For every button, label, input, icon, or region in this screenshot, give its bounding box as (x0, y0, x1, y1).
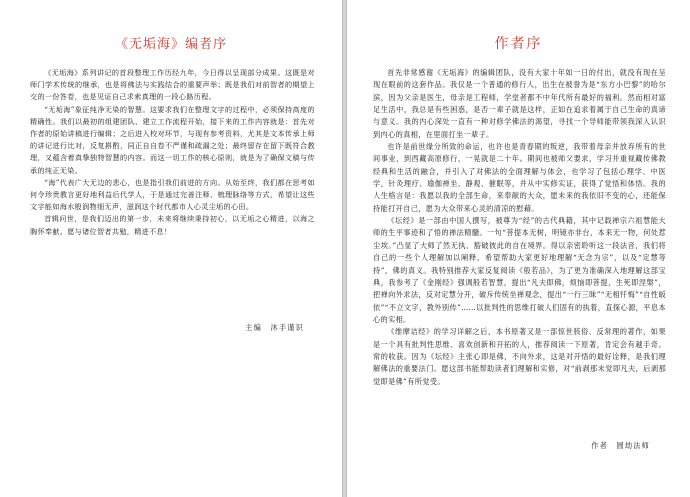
editor-preface-paragraph: “海”代表广大无边的悲心，也是指引我们前进的方向。从始至终，我们都在思考如何令珍贵教言更好地利益后代学人，于是通过完善注释、梳理脉络等方式，希望让这些文字能如海水般润物细无声，滋润这个时代都市人心灵尘垢的心田。 (30, 177, 315, 212)
editor-preface-page (0, 0, 343, 497)
author-preface-paragraph: 首先非常感谢《无垢海》的编辑团队，没有大家十年如一日的付出，就没有现在呈现在眼前的这套作品。我仅是一个普通的修行人，出生在被誉为是“东方小巴黎”的哈尔滨，因为父亲是医生，母亲是工程师，学堂者都不中年代所有最好的福利。然而相对富足生活中，我总是有些困惑，是否一辈子就是这样，正如在追求着属于自己生命的真谛与意义。我的内心深处一直有一种对修学佛法的渴望，寻找一个导师能带领我深入认识到内心的真相，在里面打坐一辈子。 (373, 68, 666, 139)
author-preface-paragraph: 《维摩诘经》的学习详解之后，本书原著又是一部惊世骇俗、反常理的著作，如果是一个具有批判性思维、喜欢创新和开拓的人，推荐阅读一下原著，肯定会有越手奇。常的收获。因为《坛经》主张心即是佛，不向外求，这是对开悟的最好诠释，是我们理解佛法的重要法门。愿这部书能帮助读者们理解和实修，对“前剥那未觉即凡夫，后剥那觉即是佛”有所觉受。 (373, 327, 666, 386)
author-preface-paragraph: 也许是前世缘分所致的命运，也许也是青春期的叛逆，我带着母亲并放弃所有的世间事业，到西藏高原修行，一晃就是二十年。期间也被师父要求，学习并重视藏传佛教经典和生活的融合，并引入了对佛法的全面理解与体会，也学习了包括心理学、中医学，针灸理疗、瑜伽禅坐、静观、催眠等，并从中实修实证，获得了觉悟和体悟。我的人生格言是：我愿以我的全部生命，来奉献的大众，愿未来的我依旧不变的心，还能保持能打开自己，愿为大众带来心灵的清凉的慰藉。 (373, 142, 666, 213)
editor-preface-paragraph: 《无垢海》系列讲记的首段整理工作历经九年，今日得以呈现部分成果。这既是对师门学术传统的继承，也是将佛法与实践结合的重要声举；既是我们对前智者的期望上交的一份答卷，也是见证自己求索真理的一段心路历程。 (30, 68, 315, 102)
author-signature: 作者 圆劫法师 (591, 441, 650, 450)
editor-preface-paragraph: “无垢海”象征纯净无染的智慧。这要求我们在整理文字的过程中，必须保持高度的精确性。我们以最初的组建团队、建立工作流程开始，接下来的工作内容就是：首先对作者的原始讲稿进行编辑；之后进入校对环节，与现有参考资料，尤其是文本传承上师的讲记进行比对，反复斟酌，同正自自卷不严谨和疏漏之处；最终留存在留下既符合教理，又蕴含着真挚独特智慧的内容。而这一切工作的核心原则，就是为了确保文稿与传承的纯正无染。 (30, 104, 315, 175)
author-preface-title: 作者序 (494, 36, 543, 53)
editor-preface-paragraph: 首辑问世，是我们迈出的第一步，未来将继续秉持初心，以无垢之心精进，以海之胸怀奉献。愿与诸位智者共勉，精进不息！ (30, 214, 315, 236)
editor-signature: 主编 沐手谨识 (245, 323, 304, 332)
editor-preface-title: 《无垢海》编者序 (114, 36, 227, 52)
author-preface-paragraph: 《坛经》是一部由中国人撰写，被尊为“经”的古代典籍，其中记载禅宗六祖慧能大师的生平事迹和了悟的禅法精髓。一句“菩提本无树，明镜亦非台，本来无一物，何处惹尘埃。”凸显了大师了然无执、豁破彼此的自在境界。得以亲密聆听这一段法音，我们将自己的一些个人理解加以阐释，希望帮助大家更好地理解“无念为宗”，以及“定慧等持”，佛的真义。我特别推荐大家反复阅读《般若品》，为了更为准确深入地理解这部宝典，我参考了《金刚经》强调般若智慧，提出“凡夫即佛，烦恼即菩提，生死即涅槃”，把禅向外求法，反对定慧分开，破斥传统坐禅观念，提出“一行三昧”“无相忏悔”“自性皈依”“不立文字，教外别传”……以批判性的思维打破人们固有的执着，直探心源，平息本心的实相。 (373, 216, 666, 324)
author-preface-page (346, 0, 690, 497)
